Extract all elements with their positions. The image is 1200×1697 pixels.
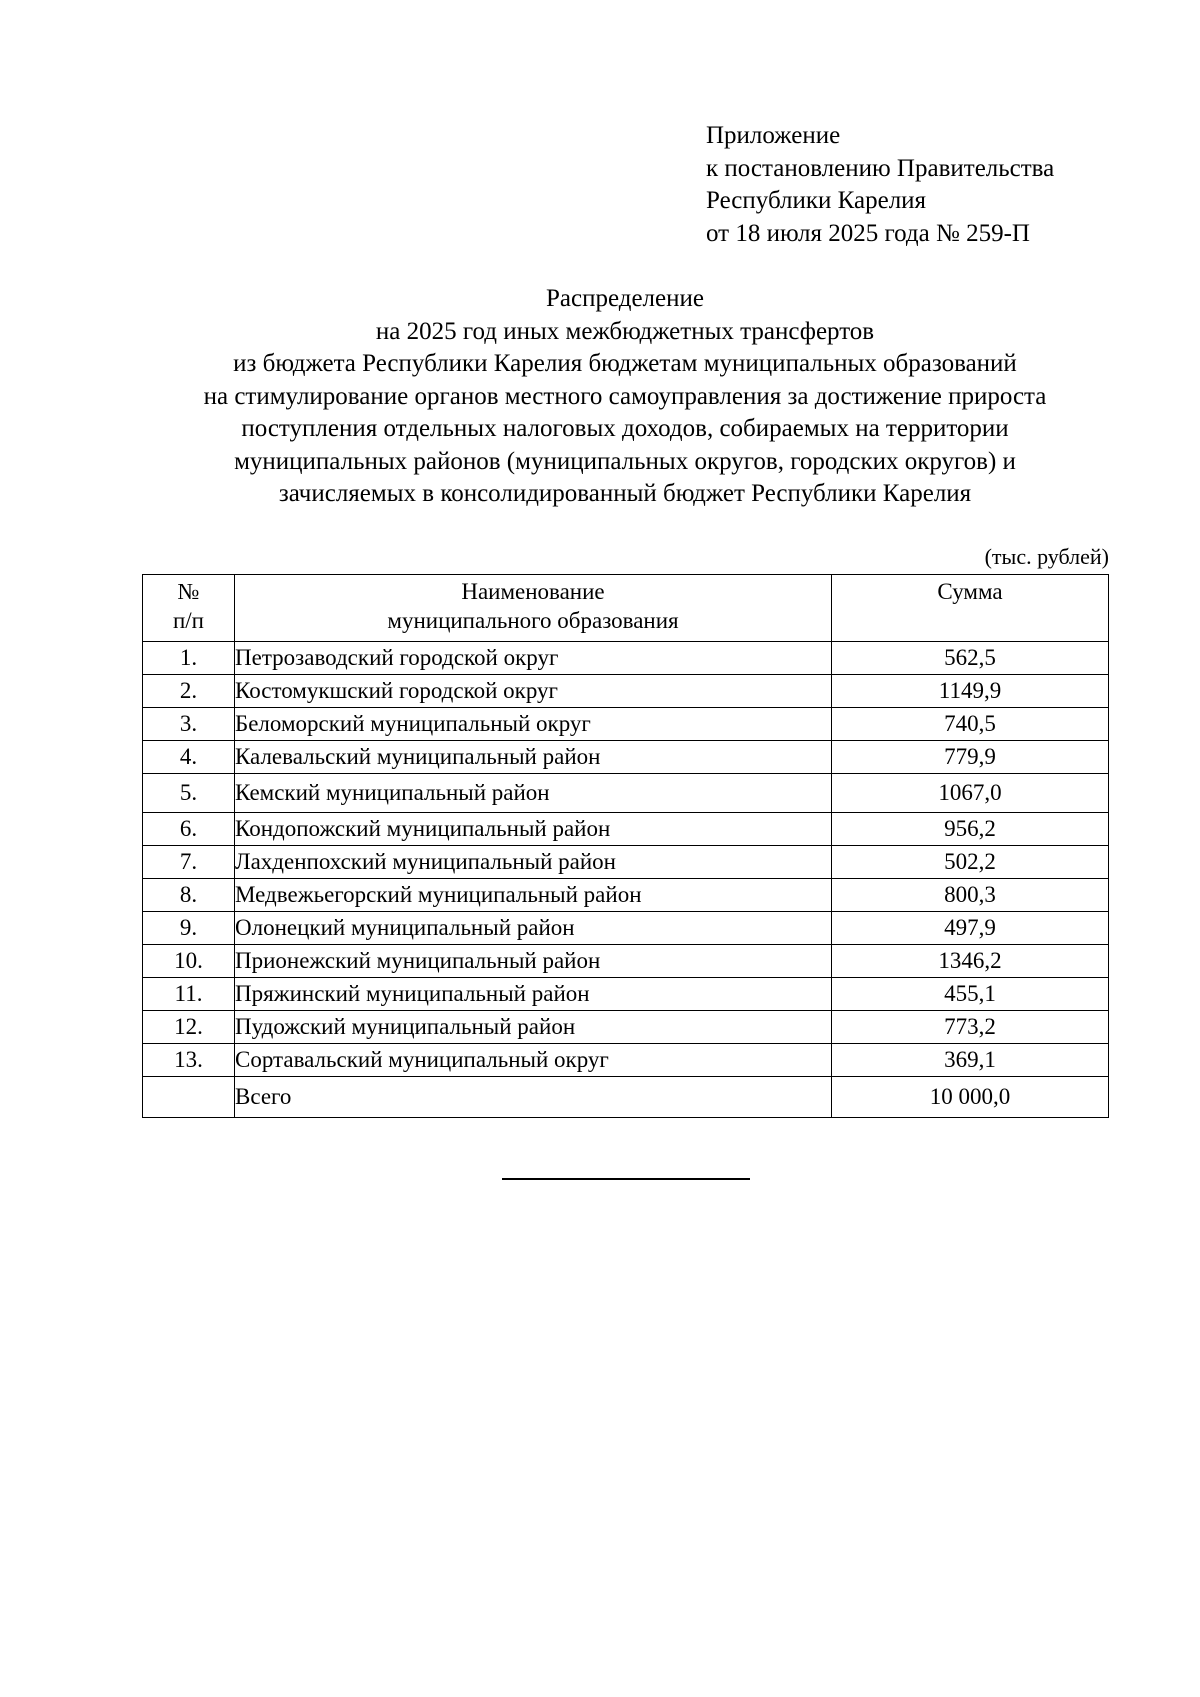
table-row bbox=[143, 675, 1109, 708]
row-number: 10. bbox=[143, 945, 235, 978]
row-number: 5. bbox=[143, 774, 235, 813]
row-number: 1. bbox=[143, 642, 235, 675]
header-number bbox=[143, 575, 235, 642]
table-row bbox=[143, 912, 1109, 945]
header-number-line: п/п bbox=[172, 608, 204, 633]
header-name-line: муниципального образования bbox=[387, 608, 679, 633]
row-number: 13. bbox=[143, 1044, 235, 1077]
distribution-table bbox=[142, 574, 1109, 1118]
appendix-block bbox=[706, 120, 1054, 250]
row-name: Костомукшский городской округ bbox=[235, 675, 832, 708]
total-row bbox=[143, 1077, 1109, 1118]
row-sum: 455,1 bbox=[832, 978, 1109, 1011]
row-sum: 956,2 bbox=[832, 813, 1109, 846]
table-row bbox=[143, 741, 1109, 774]
header-name-line: Наименование bbox=[461, 579, 605, 604]
table-row bbox=[143, 978, 1109, 1011]
row-name: Пряжинский муниципальный район bbox=[235, 978, 832, 1011]
row-number: 7. bbox=[143, 846, 235, 879]
row-name: Петрозаводский городской округ bbox=[235, 642, 832, 675]
row-sum: 497,9 bbox=[832, 912, 1109, 945]
units-label: (тыс. рублей) bbox=[984, 544, 1109, 569]
row-sum: 773,2 bbox=[832, 1011, 1109, 1044]
table-row bbox=[143, 708, 1109, 741]
row-sum: 800,3 bbox=[832, 879, 1109, 912]
row-name: Олонецкий муниципальный район bbox=[235, 912, 832, 945]
table-row bbox=[143, 813, 1109, 846]
title-line: муниципальных районов (муниципальных округов, городских округов) и bbox=[234, 447, 1016, 475]
total-label: Всего bbox=[235, 1077, 832, 1118]
row-number: 3. bbox=[143, 708, 235, 741]
table-row bbox=[143, 642, 1109, 675]
table-header-row bbox=[143, 575, 1109, 642]
row-number: 12. bbox=[143, 1011, 235, 1044]
row-sum: 779,9 bbox=[832, 741, 1109, 774]
row-sum: 369,1 bbox=[832, 1044, 1109, 1077]
row-name: Пудожский муниципальный район bbox=[235, 1011, 832, 1044]
row-sum: 1067,0 bbox=[832, 774, 1109, 813]
row-name: Кемский муниципальный район bbox=[235, 774, 832, 813]
row-name: Лахденпохский муниципальный район bbox=[235, 846, 832, 879]
row-name: Медвежьегорский муниципальный район bbox=[235, 879, 832, 912]
row-name: Беломорский муниципальный округ bbox=[235, 708, 832, 741]
row-name: Калевальский муниципальный район bbox=[235, 741, 832, 774]
appendix-line: от 18 июля 2025 года № 259-П bbox=[706, 219, 1030, 247]
row-sum: 562,5 bbox=[832, 642, 1109, 675]
title-line: поступления отдельных налоговых доходов, собираемых на территории bbox=[241, 415, 1009, 442]
document-title bbox=[120, 283, 1130, 511]
table-row bbox=[143, 846, 1109, 879]
row-number: 2. bbox=[143, 675, 235, 708]
row-sum: 1346,2 bbox=[832, 945, 1109, 978]
row-sum: 1149,9 bbox=[832, 675, 1109, 708]
table-row bbox=[143, 945, 1109, 978]
header-name bbox=[235, 575, 832, 642]
title-line: на стимулирование органов местного самоуправления за достижение прироста bbox=[203, 382, 1047, 410]
appendix-line: Республики Карелия bbox=[706, 187, 927, 214]
row-number: 9. bbox=[143, 912, 235, 945]
total-number bbox=[143, 1077, 235, 1118]
total-sum: 10 000,0 bbox=[832, 1077, 1109, 1118]
table-row bbox=[143, 1044, 1109, 1077]
row-number: 11. bbox=[143, 978, 235, 1011]
row-name: Прионежский муниципальный район bbox=[235, 945, 832, 978]
table-row bbox=[143, 774, 1109, 813]
table-row bbox=[143, 879, 1109, 912]
table-row bbox=[143, 1011, 1109, 1044]
row-number: 6. bbox=[143, 813, 235, 846]
row-name: Кондопожский муниципальный район bbox=[235, 813, 832, 846]
row-name: Сортавальский муниципальный округ bbox=[235, 1044, 832, 1077]
closing-divider bbox=[502, 1178, 750, 1180]
header-number-line: № bbox=[177, 579, 200, 604]
header-sum-line: Сумма bbox=[937, 579, 1003, 604]
row-number: 4. bbox=[143, 741, 235, 774]
title-line: из бюджета Республики Карелия бюджетам муниципальных образований bbox=[233, 350, 1017, 377]
appendix-line: к постановлению Правительства bbox=[706, 154, 1055, 182]
title-line: на 2025 год иных межбюджетных трансфертов bbox=[375, 317, 875, 345]
row-number: 8. bbox=[143, 879, 235, 912]
row-sum: 502,2 bbox=[832, 846, 1109, 879]
title-line: зачисляемых в консолидированный бюджет Республики Карелия bbox=[278, 480, 972, 507]
appendix-line: Приложение bbox=[706, 122, 841, 149]
row-sum: 740,5 bbox=[832, 708, 1109, 741]
header-sum bbox=[832, 575, 1109, 642]
title-line: Распределение bbox=[546, 285, 704, 312]
